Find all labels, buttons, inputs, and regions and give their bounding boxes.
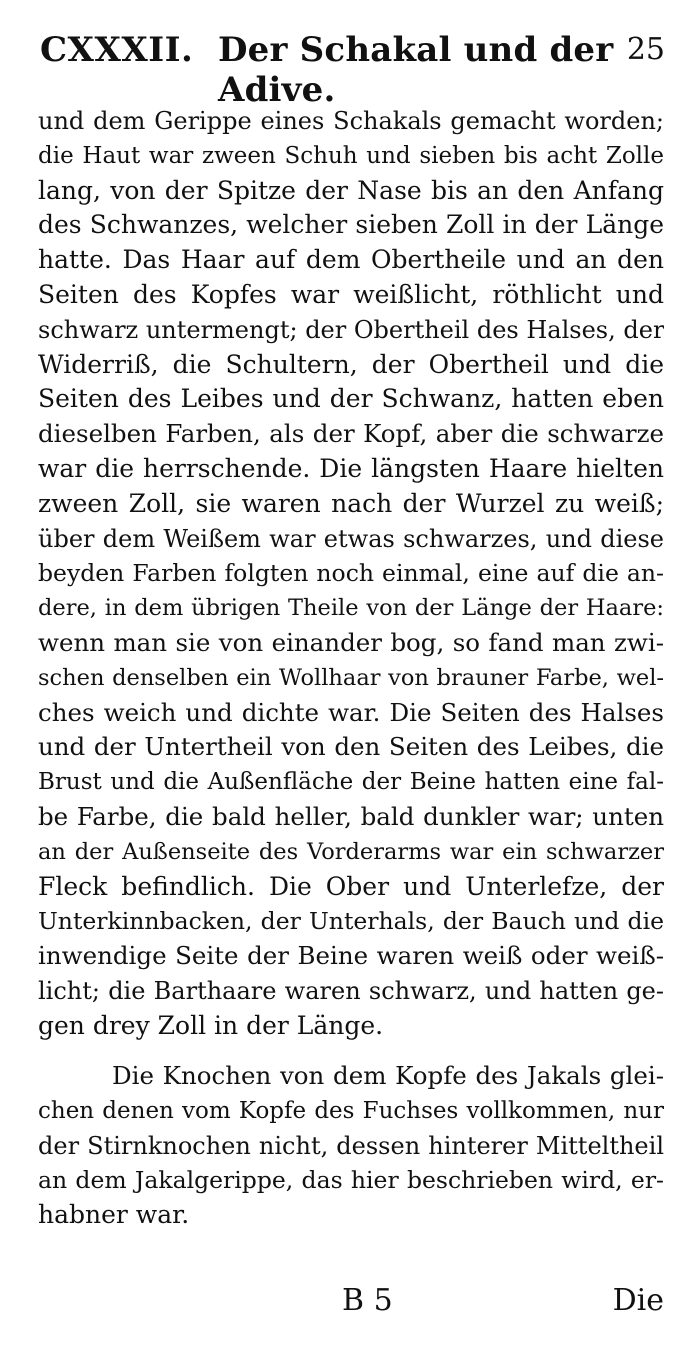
text-line: Seiten des Kopfes war weißlicht, röthlicht und — [38, 279, 664, 309]
text-line: ches weich und dichte war. Die Seiten des Halses — [38, 697, 664, 727]
text-line: inwendige Seite der Beine waren weiß oder weiß- — [38, 941, 664, 971]
text-line: schwarz untermengt; der Obertheil des Halses, der — [38, 315, 664, 344]
text-line: Seiten des Leibes und der Schwanz, hatten eben — [38, 384, 664, 414]
text-line: der Stirnknochen nicht, dessen hinterer Mitteltheil — [38, 1131, 664, 1160]
text-line: beyden Farben folgten noch einmal, eine auf die an- — [38, 559, 664, 588]
running-title: Der Schakal und der Adive. — [218, 30, 614, 110]
paragraph-2 — [38, 1059, 664, 1233]
paragraph-1 — [38, 104, 664, 1044]
text-line: dieselben Farben, als der Kopf, aber die schwarze — [38, 419, 664, 449]
text-line: hatte. Das Haar auf dem Obertheile und an den — [38, 245, 664, 275]
page-number: 25 — [626, 32, 665, 67]
page-header — [40, 30, 665, 110]
text-line: und dem Gerippe eines Schakals gemacht worden; — [38, 107, 664, 135]
signature-mark: B 5 — [342, 1283, 393, 1318]
text-line: chen denen vom Kopfe des Fuchses vollkommen, nur — [38, 1097, 664, 1124]
text-line: über dem Weißem war etwas schwarzes, und diese — [38, 524, 664, 553]
text-line: des Schwanzes, welcher sieben Zoll in der Länge — [38, 210, 664, 240]
text-line: lang, von der Spitze der Nase bis an den Anfang — [38, 175, 664, 205]
text-line: dere, in dem übrigen Theile von der Länge der Haare: — [38, 595, 664, 622]
text-line: Widerriß, die Schultern, der Obertheil und die — [38, 349, 664, 379]
text-line: an dem Jakalgerippe, das hier beschrieben wird, er- — [38, 1166, 664, 1195]
text-line: schen denselben ein Wollhaar von brauner Farbe, wel- — [38, 664, 664, 691]
chapter-number: CXXXII. — [40, 30, 194, 70]
text-line: und der Untertheil von den Seiten des Leibes, die — [38, 732, 664, 762]
text-line: war die herrschende. Die längsten Haare hielten — [38, 453, 664, 483]
text-line: habner war. — [38, 1200, 190, 1230]
text-line: zween Zoll, sie waren nach der Wurzel zu weiß; — [38, 488, 664, 518]
text-line: Fleck befindlich. Die Ober und Unterlefze, der — [38, 871, 664, 901]
catchword: Die — [612, 1283, 664, 1318]
text-line: Unterkinnbacken, der Unterhals, der Bauch und die — [38, 907, 664, 936]
text-line: Brust und die Außenfläche der Beine hatten eine fal- — [38, 769, 664, 796]
text-line: die Haut war zween Schuh und sieben bis acht Zolle — [38, 142, 664, 169]
text-line: licht; die Barthaare waren schwarz, und hatten ge- — [38, 976, 664, 1005]
text-line: wenn man sie von einander bog, so fand man zwi- — [38, 627, 664, 657]
text-line: gen drey Zoll in der Länge. — [38, 1010, 384, 1040]
text-line: an der Außenseite des Vorderarms war ein schwarzer — [38, 838, 664, 865]
text-line: be Farbe, die bald heller, bald dunkler war; unten — [38, 801, 664, 831]
text-line: Die Knochen von dem Kopfe des Jakals glei- — [112, 1061, 664, 1090]
